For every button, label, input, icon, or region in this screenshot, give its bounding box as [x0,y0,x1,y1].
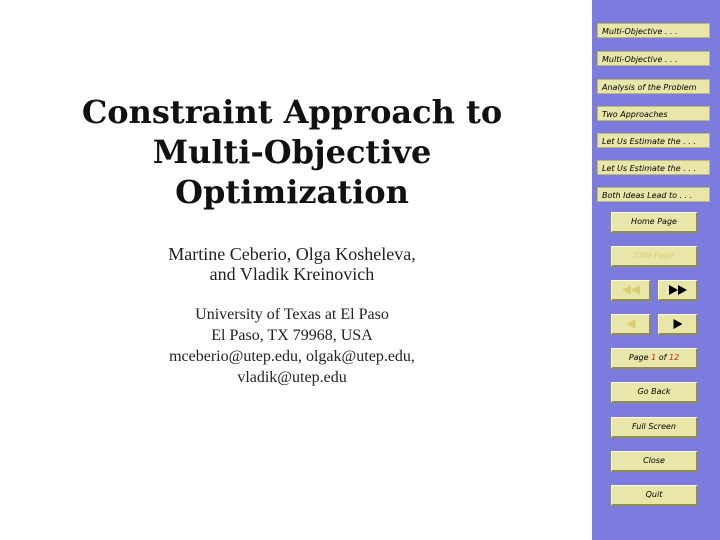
title-line-2: Multi-Objective [152,133,432,171]
nav-item-estimate-1[interactable]: Let Us Estimate the . . . [597,133,710,148]
double-right-arrow-icon [669,285,687,295]
nav-item-multi-objective-2[interactable]: Multi-Objective . . . [597,51,710,66]
nav-item-multi-objective-1[interactable]: Multi-Objective . . . [597,23,710,38]
double-left-arrow-icon [622,285,640,295]
affiliation-line-1: University of Texas at El Paso [195,306,389,323]
authors-line-1: Martine Ceberio, Olga Kosheleva, [168,244,416,264]
affiliation-line-2: El Paso, TX 79968, USA [211,327,373,344]
nav-item-both-ideas[interactable]: Both Ideas Lead to . . . [597,187,710,202]
forward-button[interactable] [658,314,698,335]
page-of: of [656,353,669,362]
back-button[interactable] [611,314,651,335]
page-indicator [611,348,698,369]
affiliation [50,304,534,388]
authors-line-2: and Vladik Kreinovich [209,264,375,284]
go-back-button[interactable]: Go Back [611,382,698,403]
quit-button[interactable]: Quit [611,485,698,506]
home-page-button[interactable]: Home Page [611,212,698,233]
slide-title [50,92,534,212]
affiliation-line-3: mceberio@utep.edu, olgak@utep.edu, [169,348,415,365]
close-button[interactable]: Close [611,451,698,472]
title-line-3: Optimization [175,173,409,211]
nav-item-two-approaches[interactable]: Two Approaches [597,106,710,121]
page-prefix: Page [628,353,652,362]
left-arrow-icon [626,319,635,329]
fast-forward-button[interactable] [658,280,698,301]
affiliation-line-4: vladik@utep.edu [237,369,347,386]
right-arrow-icon [673,319,682,329]
page-total: 12 [668,353,680,362]
authors [50,244,534,284]
fast-back-button[interactable] [611,280,651,301]
full-screen-button[interactable]: Full Screen [611,417,698,438]
navigation-sidebar [592,0,720,540]
title-line-1: Constraint Approach to [81,93,503,131]
nav-item-estimate-2[interactable]: Let Us Estimate the . . . [597,160,710,175]
nav-item-analysis[interactable]: Analysis of the Problem [597,79,710,94]
title-page-button[interactable]: Title Page [611,246,698,267]
page-current: 1 [651,353,657,362]
